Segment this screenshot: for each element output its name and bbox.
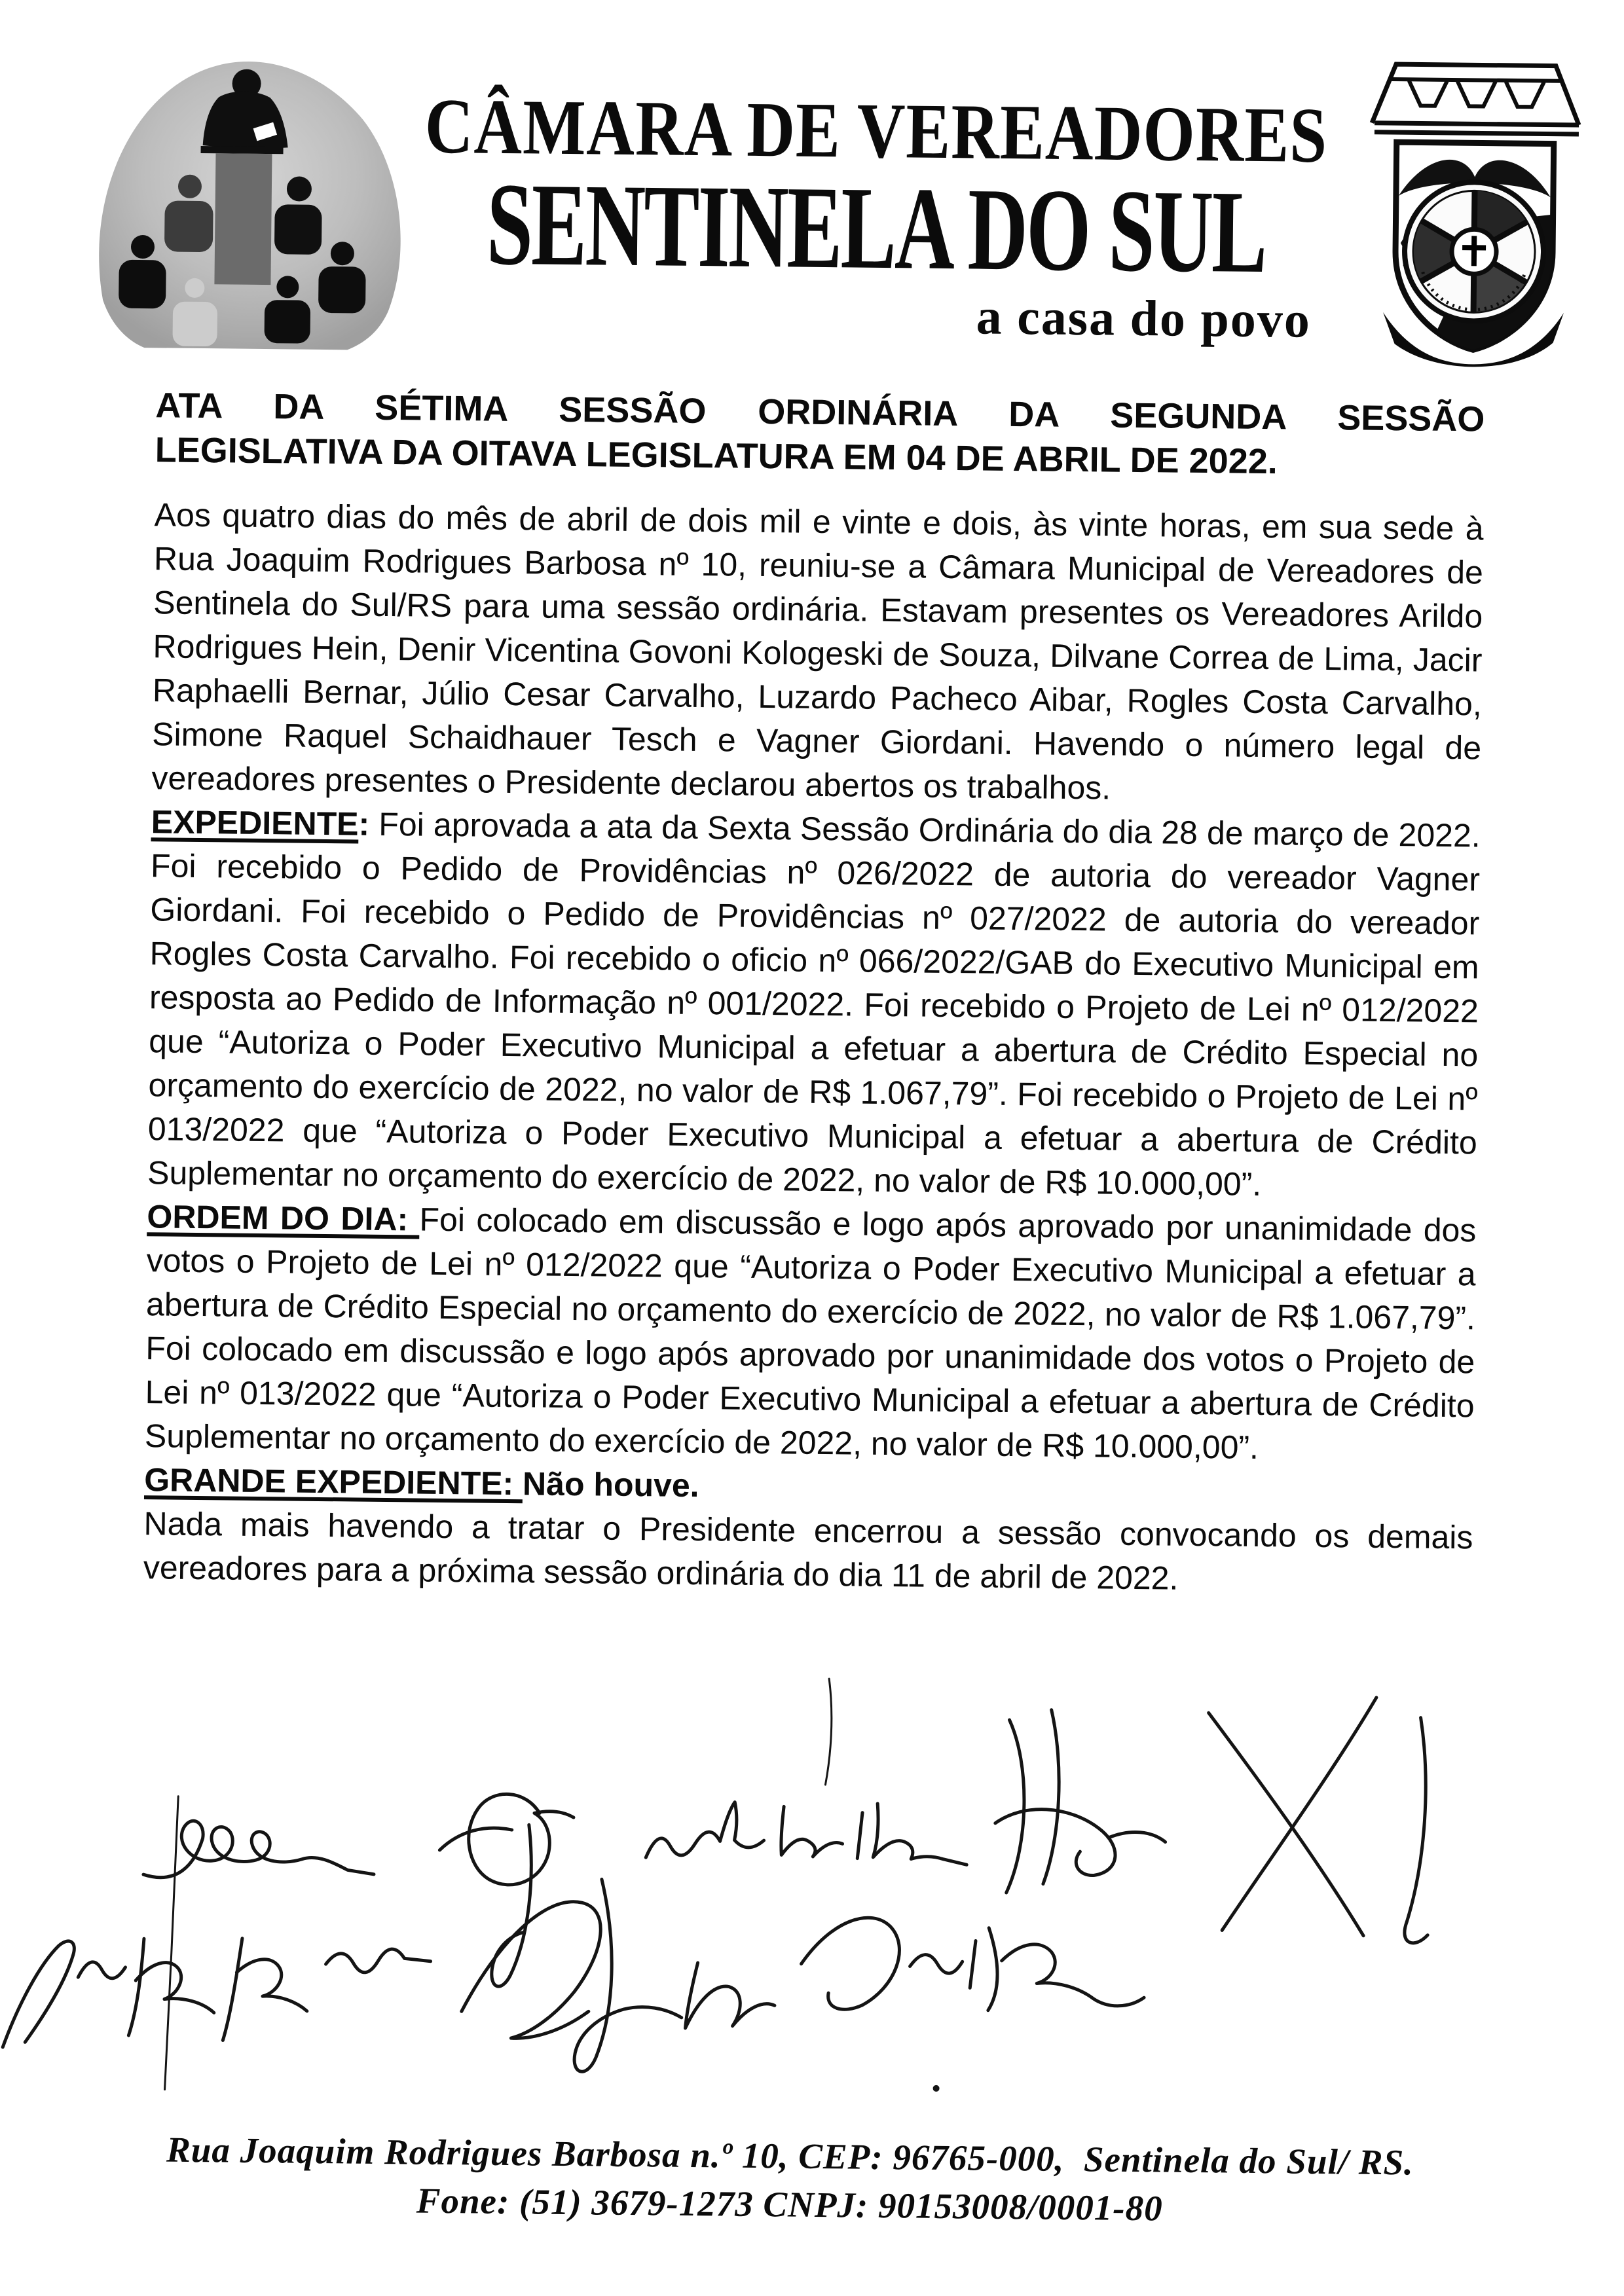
document-body xyxy=(143,383,1485,1603)
signature xyxy=(646,1677,969,1865)
footer-contact: Fone: (51) 3679-1273 CNPJ: 90153008/0001-80 xyxy=(416,2180,1163,2229)
document-title xyxy=(155,383,1485,486)
org-name-line2: SENTINELA DO SUL xyxy=(486,158,1266,299)
signature xyxy=(461,1878,776,2073)
signature xyxy=(438,1793,574,1987)
signature xyxy=(800,1917,1145,2094)
title-line1: ATA DA SÉTIMA SESSÃO ORDINÁRIA DA SEGUNDA SESSÃO xyxy=(155,386,1485,439)
paragraph: EXPEDIENTE: Foi aprovada a ata da Sexta Sessão Ordinária do dia 28 de março de 2022. Foi recebido o Pedido de Providências nº 026/2022 de autoria do vereador Vagner Giordani. Foi recebido o Pedido de Providências nº 027/2022 de autoria do vereador Rogles Costa Carvalho. Foi recebido o oficio nº 066/2022/GAB do Executivo Municipal em resposta ao Pedido de Informação nº 001/2022. Foi recebido o Projeto de Lei nº 012/2022 que “Autoriza o Poder Executivo Municipal a efetuar a abertura de Crédito Especial no orçamento do exercício de 2022, no valor de R$ 1.067,79”. Foi recebido o Projeto de Lei nº 013/2022 que “Autoriza o Poder Executivo Municipal a efetuar a abertura de Crédito Suplementar no orçamento do exercício de 2022, no valor de R$ 10.000,00”. xyxy=(147,803,1481,1203)
mural-crown xyxy=(1372,64,1579,134)
footer-address: Rua Joaquim Rodrigues Barbosa n.º 10, CEP: 96765-000, Sentinela do Sul/ RS. xyxy=(166,2129,1414,2183)
lectern xyxy=(214,153,272,285)
org-tagline: a casa do povo xyxy=(976,287,1312,348)
signature xyxy=(1206,1696,1430,1943)
signature xyxy=(995,1709,1167,1895)
signature xyxy=(3,1936,431,2052)
municipal-coat-of-arms-icon xyxy=(1351,55,1598,369)
title-line2: LEGISLATIVA DA OITAVA LEGISLATURA EM 04 DE ABRIL DE 2022. xyxy=(155,430,1278,482)
paragraph: GRANDE EXPEDIENTE: Não houve. xyxy=(143,1461,699,1504)
paragraphs xyxy=(143,493,1484,1603)
org-name-line1: CÂMARA DE VEREADORES xyxy=(424,82,1328,180)
org-name-block xyxy=(422,4,1328,367)
paragraph: Nada mais havendo a tratar o Presidente encerrou a sessão convocando os demais vereadores para a próxima sessão ordinária do dia 11 de abril de 2022. xyxy=(143,1505,1473,1597)
signature xyxy=(141,1796,375,2092)
footer xyxy=(0,2124,1602,2238)
paragraph: Aos quatro dias do mês de abril de dois mil e vinte e dois, às vinte horas, em sua sede à Rua Joaquim Rodrigues Barbosa nº 10, reuniu-se a Câmara Municipal de Vereadores de Sentinela do Sul/RS para uma sessão ordinária. Estavam presentes os Vereadores Arildo Rodrigues Hein, Denir Vicentina Govoni Kologeski de Souza, Dilvane Correa de Lima, Jacir Raphaelli Bernar, Júlio Cesar Carvalho, Luzardo Pacheco Aibar, Rogles Costa Carvalho, Simone Raquel Schaidhauer Tesch e Vagner Giordani. Havendo o número legal de vereadores presentes o Presidente declarou abertos os trabalhos. xyxy=(151,496,1484,807)
paragraph: ORDEM DO DIA: Foi colocado em discussão e logo após aprovado por unanimidade dos votos o Projeto de Lei nº 012/2022 que “Autoriza o Poder Executivo Municipal a efetuar a abertura de Crédito Especial no orçamento do exercício de 2022, no valor de R$ 1.067,79”. Foi colocado em discussão e logo após aprovado por unanimidade dos votos o Projeto de Lei nº 013/2022 que “Autoriza o Poder Executivo Municipal a efetuar a abertura de Crédito Suplementar no orçamento do exercício de 2022, no valor de R$ 10.000,00”. xyxy=(144,1198,1477,1466)
letterhead xyxy=(1,0,1624,348)
assembly-people-logo-icon xyxy=(92,51,409,359)
